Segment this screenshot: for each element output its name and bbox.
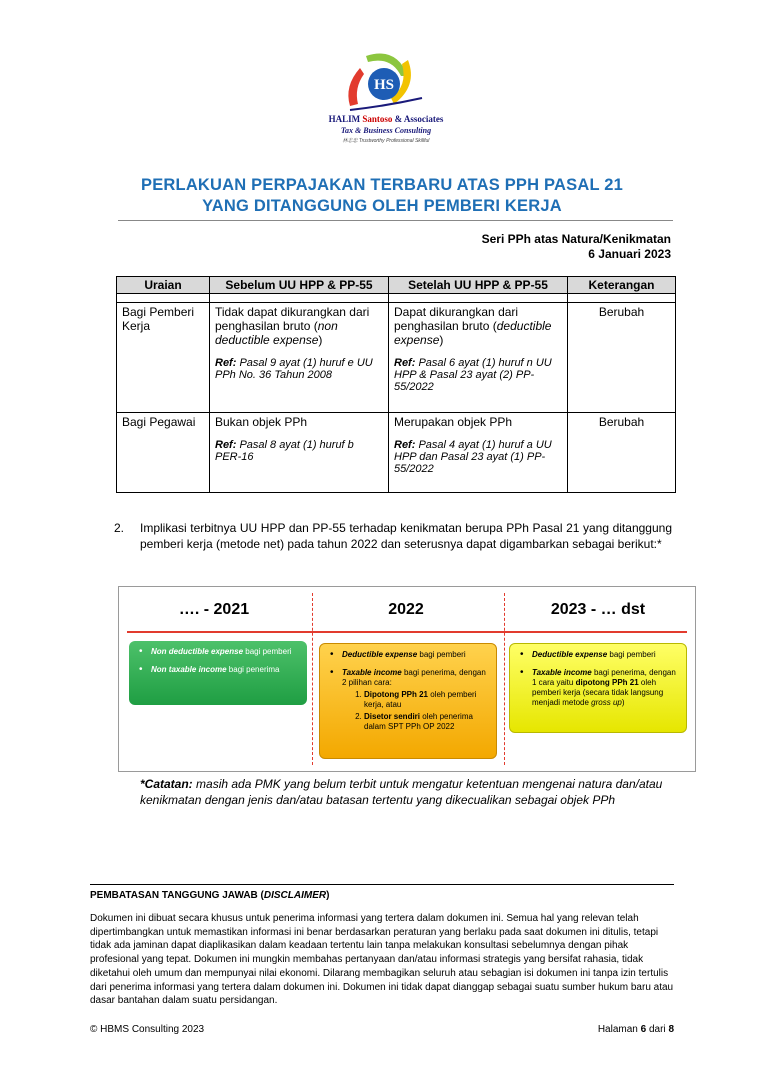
table-row: [117, 413, 676, 493]
header-keterangan: Keterangan: [568, 277, 676, 294]
page-number: Halaman 6 dari 8: [597, 1024, 674, 1035]
timeline-diagram: [118, 586, 696, 772]
reference-note: Ref: Pasal 4 ayat (1) huruf a UU HPP dan Pasal 23 ayat (1) PP-55/2022: [394, 439, 552, 475]
table-header-row: [117, 277, 676, 294]
firm-name: HALIM Santoso & Associates: [328, 114, 444, 124]
period-label: 2023 - … dst: [550, 601, 646, 618]
header-uraian: Uraian: [117, 277, 210, 294]
period-label: 2022: [388, 601, 424, 618]
box-item: • Deductible expense bagi pemberi: [338, 650, 488, 660]
title-line-2: YANG DITANGGUNG OLEH PEMBERI KERJA: [202, 197, 562, 215]
title-line-1: PERLAKUAN PERPAJAKAN TERBARU ATAS PPH PASAL 21: [141, 176, 623, 194]
box-subitem: 2. Disetor sendiri oleh penerima dalam SPT PPh OP 2022: [364, 712, 488, 732]
box-item: • Non deductible expense bagi pemberi: [147, 647, 299, 657]
title-divider: [118, 220, 673, 221]
footnote: *Catatan: masih ada PMK yang belum terbit untuk mengatur ketentuan mengenai natura dan/atau kenikmatan dengan jenis dan/atau batasan tertentu yang dikecualikan sebagai objek PPh: [140, 777, 663, 807]
numbered-paragraph: [114, 520, 672, 552]
period-label: …. - 2021: [178, 601, 250, 618]
box-item: • Deductible expense bagi pemberi: [528, 650, 678, 660]
logo-emblem: [336, 46, 436, 116]
series-label: Seri PPh atas Natura/Kenikmatan: [481, 232, 671, 246]
period-box-until-2021: [129, 641, 307, 705]
timeline-rule: [127, 631, 687, 633]
period-box-2022: [319, 643, 497, 759]
row-before: Bukan objek PPh Ref: Pasal 8 ayat (1) huruf b PER-16: [210, 413, 389, 493]
box-item: • Taxable income bagi penerima, dengan 2 pilihan cara: 1. Dipotong PPh 21 oleh pemberi kerja, atau 2. Disetor sendiri oleh penerima dalam SPT PPh OP 2022: [338, 668, 488, 732]
paragraph-number: 2.: [114, 521, 125, 535]
box-item: • Non taxable income bagi penerima: [147, 665, 299, 675]
disclaimer-heading: PEMBATASAN TANGGUNG JAWAB (DISCLAIMER): [90, 890, 330, 901]
row-keterangan: Berubah: [568, 303, 676, 413]
paragraph-text: Implikasi terbitnya UU HPP dan PP-55 terhadap kenikmatan berupa PPh Pasal 21 yang ditanggung pemberi kerja (metode net) pada tahun 2022 dan seterusnya dapat digambarkan sebagai berikut:*: [140, 521, 672, 551]
box-item: • Taxable income bagi penerima, dengan 1 cara yaitu dipotong PPh 21 oleh pemberi kerja (secara tidak langsung menjadi metode gross up): [528, 668, 678, 708]
document-date: 6 Januari 2023: [588, 247, 671, 261]
company-logo: [328, 46, 444, 146]
row-before: Tidak dapat dikurangkan dari penghasilan bruto (non deductible expense) Ref: Pasal 9 ayat (1) huruf e UU PPh No. 36 Tahun 2008: [210, 303, 389, 413]
firm-tagline: 林志忠 Trustworthy Professional Skillful: [342, 138, 430, 144]
svg-text:HS: HS: [373, 77, 395, 93]
disclaimer-text: Dokumen ini dibuat secara khusus untuk penerima informasi yang tertera dalam dokumen ini. Semua hal yang relevan telah dipertimbangkan untuk memastikan informasi ini benar berdasarkan peraturan yang berlaku pada saat dokumen ini ditulis, tetapi tidak ada jaminan dapat diaplikasikan dalam keadaan tertentu lain tanpa melakukan konsultasi sebelumnya dengan pihak profesional yang tepat. Dokumen ini mungkin membahas pertanyaan dan/atau informasi strategis yang bersifat rahasia, tidak diketahui oleh umum dan mempunyai nilai ekonomi. Dilarang membagikan seluruh atau sebagian isi dokumen ini tanpa izin tertulis dari penerima informasi yang tertera dalam dokumen ini. Dokumen ini tidak dapat dianggap sebagai suatu sumber hukum baru atau dasar bantahan dalam suatu persidangan.: [90, 913, 674, 1007]
table-spacer-row: [117, 294, 676, 303]
firm-subtitle: Tax & Business Consulting: [340, 126, 432, 135]
comparison-table: [116, 276, 676, 493]
header-after: Setelah UU HPP & PP-55: [389, 277, 568, 294]
header-before: Sebelum UU HPP & PP-55: [210, 277, 389, 294]
row-uraian: Bagi Pegawai: [117, 413, 210, 493]
footer-copyright: © HBMS Consulting 2023: [90, 1024, 205, 1035]
disclaimer-divider: [90, 884, 674, 885]
box-subitem: 1. Dipotong PPh 21 oleh pemberi kerja, atau: [364, 690, 488, 710]
period-box-2023-onward: [509, 643, 687, 733]
row-after: Dapat dikurangkan dari penghasilan bruto (deductible expense) Ref: Pasal 6 ayat (1) huruf n UU HPP & Pasal 23 ayat (2) PP-55/2022: [389, 303, 568, 413]
period-divider: [312, 593, 313, 765]
reference-note: Ref: Pasal 8 ayat (1) huruf b PER-16: [215, 439, 354, 463]
period-divider: [504, 593, 505, 765]
table-row: [117, 303, 676, 413]
row-after: Merupakan objek PPh Ref: Pasal 4 ayat (1) huruf a UU HPP dan Pasal 23 ayat (1) PP-55/2022: [389, 413, 568, 493]
reference-note: Ref: Pasal 6 ayat (1) huruf n UU HPP & Pasal 23 ayat (2) PP-55/2022: [394, 357, 552, 393]
reference-note: Ref: Pasal 9 ayat (1) huruf e UU PPh No. 36 Tahun 2008: [215, 357, 373, 381]
row-uraian: Bagi Pemberi Kerja: [117, 303, 210, 413]
row-keterangan: Berubah: [568, 413, 676, 493]
